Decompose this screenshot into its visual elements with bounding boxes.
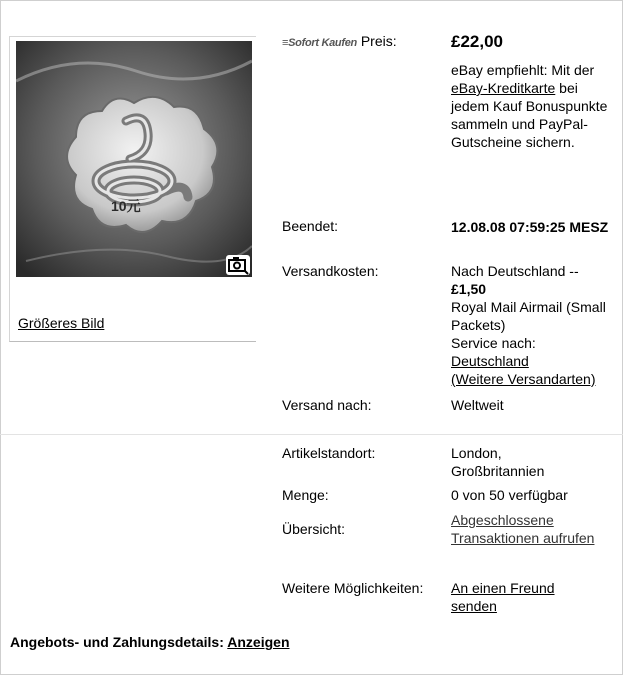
coin-denomination: 10元	[111, 198, 141, 214]
overview-value	[451, 511, 619, 547]
coin-image	[16, 41, 252, 277]
shipping-label: Versandkosten:	[282, 263, 379, 279]
overview-label: Übersicht:	[282, 521, 346, 537]
camera-zoom-icon[interactable]	[226, 255, 250, 275]
quantity-value: 0 von 50 verfügbar	[451, 487, 568, 503]
shipping-country-link[interactable]: Deutschland	[451, 353, 529, 369]
shipping-details	[451, 262, 619, 388]
ebay-kreditkarte-link[interactable]: eBay-Kreditkarte	[451, 80, 556, 96]
sofort-kaufen-logo: ≡Sofort Kaufen	[282, 37, 357, 49]
completed-transactions-link[interactable]: Abgeschlossene Transaktionen aufrufen	[451, 512, 595, 546]
recommend-text-after: bei jedem Kauf Bonuspunkte sammeln und PayPal-Gutscheine sichern.	[451, 80, 608, 150]
ebay-recommendation	[451, 61, 619, 151]
more-shipping-options-link[interactable]: (Weitere Versandarten)	[451, 371, 596, 387]
location-label: Artikelstandort:	[282, 445, 376, 461]
shipping-amount: £1,50	[451, 281, 487, 297]
ships-to-value: Weltweit	[451, 397, 504, 413]
ended-label: Beendet:	[282, 218, 339, 234]
show-details-link[interactable]: Anzeigen	[227, 634, 290, 650]
send-to-friend-link[interactable]: An einen Freund senden	[451, 580, 555, 614]
item-photo[interactable]	[16, 41, 252, 277]
more-options-label: Weitere Möglichkeiten:	[282, 580, 424, 596]
quantity-label: Menge:	[282, 487, 329, 503]
image-panel	[9, 36, 256, 342]
shipping-prefix: Nach Deutschland --	[451, 263, 579, 279]
section-divider	[0, 434, 623, 435]
sofort-kaufen-logo-text: Sofort Kaufen	[288, 37, 357, 49]
price-value: £22,00	[451, 32, 503, 51]
shipping-service: Royal Mail Airmail (Small Packets)	[451, 299, 606, 333]
offer-payment-label: Angebots- und Zahlungsdetails:	[10, 634, 224, 650]
ended-value: 12.08.08 07:59:25 MESZ	[451, 219, 609, 235]
offer-payment-details	[10, 633, 290, 651]
price-label-row	[282, 32, 397, 52]
larger-image-link[interactable]: Größeres Bild	[18, 315, 105, 331]
recommend-text-before: eBay empfiehlt: Mit der	[451, 62, 595, 78]
more-options-value	[451, 579, 581, 615]
location-value: London, Großbritannien	[451, 445, 545, 479]
ships-to-label: Versand nach:	[282, 397, 372, 413]
shipping-service-to: Service nach:	[451, 335, 536, 351]
price-label: Preis:	[360, 33, 397, 49]
